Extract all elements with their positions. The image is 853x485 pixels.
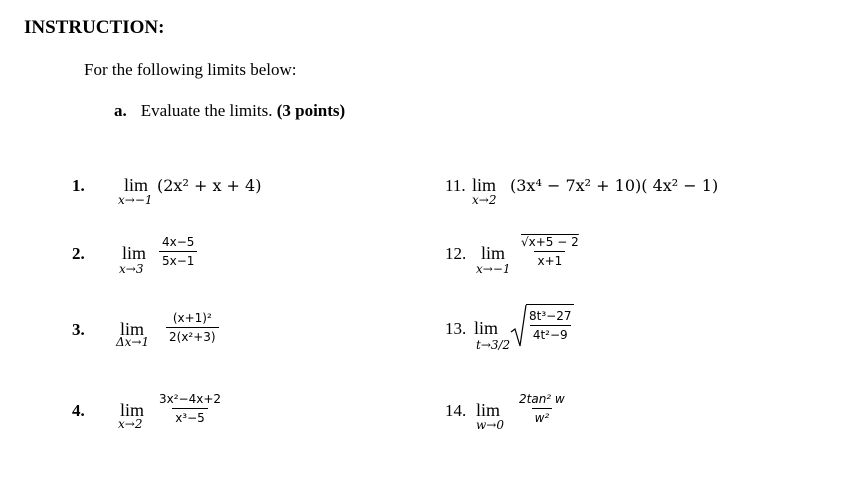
instruction-heading: INSTRUCTION: xyxy=(24,17,165,38)
problem-number: 2. xyxy=(72,244,85,263)
limit-subscript: x→−1 xyxy=(118,193,153,207)
denominator: x³−5 xyxy=(172,408,208,425)
denominator: x+1 xyxy=(534,251,565,268)
task-a xyxy=(114,101,345,121)
problem-number: 11. xyxy=(445,176,466,195)
denominator: 4t²−9 xyxy=(530,325,571,342)
limit-operator: lim xyxy=(124,175,149,195)
intro-text: For the following limits below: xyxy=(84,60,297,79)
numerator-radical: √x+5 − 2 xyxy=(521,235,579,249)
denominator: 5x−1 xyxy=(159,251,197,268)
limit-subscript: x→2 xyxy=(118,417,143,431)
denominator: w² xyxy=(532,408,553,425)
limit-subscript: x→3 xyxy=(119,262,144,276)
task-points: (3 points) xyxy=(276,101,346,120)
limit-operator: lim xyxy=(120,319,145,339)
limit-operator: lim xyxy=(472,175,497,195)
limit-expression: (2x² + x + 4) xyxy=(157,176,262,195)
limit-subscript: Δx→1 xyxy=(116,335,150,349)
limit-operator: lim xyxy=(474,318,499,338)
problem-number: 12. xyxy=(445,244,467,263)
limit-subscript: t→3/2 xyxy=(476,338,511,352)
problem-number: 4. xyxy=(72,401,85,420)
numerator: (x+1)² xyxy=(172,311,212,325)
problem-number: 13. xyxy=(445,319,467,338)
limit-expression: (3x⁴ − 7x² + 10)( 4x² − 1) xyxy=(510,176,719,195)
limit-fraction xyxy=(156,392,224,425)
limit-fraction xyxy=(159,235,197,268)
task-label: a. xyxy=(114,101,127,120)
task-text: Evaluate the limits. xyxy=(140,101,273,120)
limit-fraction xyxy=(516,392,568,425)
limit-operator: lim xyxy=(120,400,145,420)
limit-subscript: w→0 xyxy=(476,418,504,432)
limit-operator: lim xyxy=(122,243,147,263)
numerator: 4x−5 xyxy=(162,235,195,249)
limit-subscript: x→2 xyxy=(472,193,497,207)
limit-operator: lim xyxy=(481,243,506,263)
limit-fraction xyxy=(526,309,574,342)
problem-number: 14. xyxy=(445,401,467,420)
numerator: 3x²−4x+2 xyxy=(159,392,222,406)
limit-fraction xyxy=(166,311,219,344)
radical-bar xyxy=(526,304,574,305)
problem-number: 1. xyxy=(72,176,85,195)
limit-subscript: x→−1 xyxy=(476,262,511,276)
numerator: 8t³−27 xyxy=(529,309,572,323)
limit-operator: lim xyxy=(476,400,501,420)
denominator: 2(x²+3) xyxy=(166,327,219,344)
limit-fraction xyxy=(518,235,582,268)
problem-number: 3. xyxy=(72,320,85,339)
numerator: 2tan² w xyxy=(519,392,565,406)
